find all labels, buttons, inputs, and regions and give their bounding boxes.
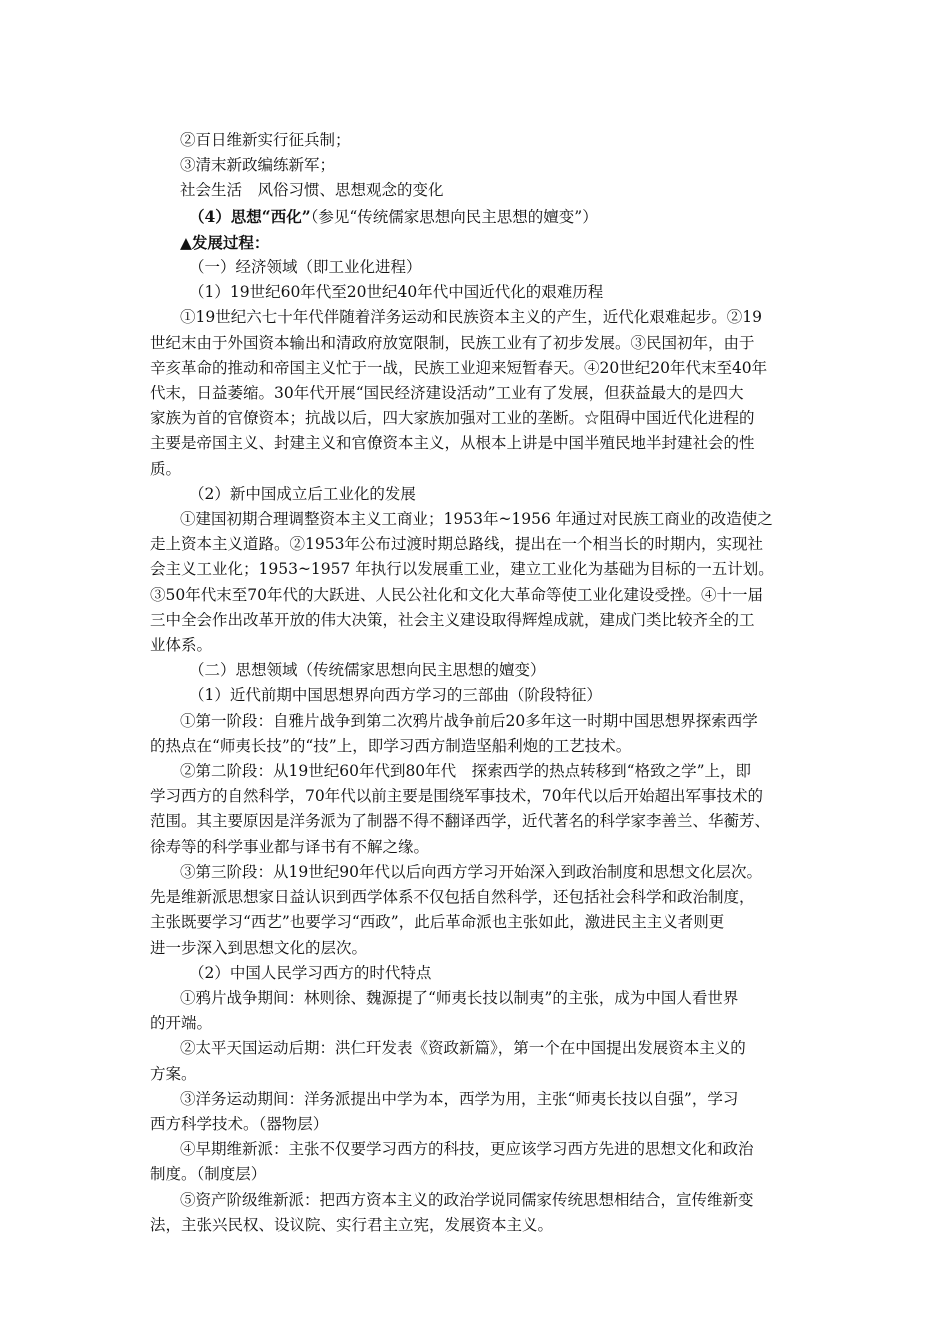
text-line: ③洋务运动期间：洋务派提出中学为本，西学为用，主张“师夷长技以自强”，学习: [180, 1089, 739, 1108]
text-line: 主张既要学习“西艺”也要学习“西政”，此后革命派也主张如此，激进民主主义者则更: [150, 913, 725, 932]
text-line: 学习西方的自然科学，70年代以前主要是围绕军事技术，70年代以后开始超出军事技术的: [150, 787, 763, 806]
text-line: 三中全会作出改革开放的伟大决策，社会主义建设取得辉煌成就，建成门类比较齐全的工: [150, 610, 755, 629]
text-line: 家族为首的官僚资本；抗战以后，四大家族加强对工业的垄断。☆阻碍中国近代化进程的: [150, 409, 755, 428]
thought-subheading-1: （1）近代前期中国思想界向西方学习的三部曲（阶段特征）: [189, 686, 602, 705]
thought-paragraph-2: [150, 759, 820, 860]
text-line: ③50年代末至70年代的大跃进、人民公社化和文化大革命等使工业化建设受挫。④十一届: [150, 585, 763, 604]
text-line: 辛亥革命的推动和帝国主义忙于一战，民族工业迎来短暂春天。④20世纪20年代末至40年: [150, 358, 768, 377]
thought2-paragraph-3: [150, 1087, 820, 1137]
text-line: 会主义工业化；1953~1957 年执行以发展重工业，建立工业化为基础为目标的一五计划。: [150, 560, 774, 579]
thought2-paragraph-2: [150, 1036, 820, 1086]
economy-paragraph-2: [150, 507, 820, 658]
text-line: 范围。其主要原因是洋务派为了制器不得不翻译西学，近代著名的科学家李善兰、华蘅芳、: [150, 812, 771, 831]
economy-subheading-1: （1）19世纪60年代至20世纪40年代中国近代化的艰难历程: [189, 283, 604, 302]
text-line: ②太平天国运动后期：洪仁玕发表《资政新篇》，第一个在中国提出发展资本主义的: [180, 1039, 746, 1058]
text-line: 代末，日益萎缩。30年代开展“国民经济建设活动”工业有了发展，但获益最大的是四大: [150, 384, 744, 403]
text-line: 徐寿等的科学事业都与译书有不解之缘。: [150, 837, 430, 856]
text-line: 西方科学技术。（器物层）: [150, 1114, 329, 1133]
section-4-note: （参见“传统儒家思想向民主思想的嬗变”）: [310, 207, 598, 226]
thought2-paragraph-5: [150, 1188, 820, 1238]
thought-heading: （二）思想领域（传统儒家思想向民主思想的嬗变）: [189, 661, 546, 680]
text-line: ③第三阶段：从19世纪90年代以后向西方学习开始深入到政治制度和思想文化层次。: [180, 862, 762, 881]
text-line: 进一步深入到思想文化的层次。: [150, 938, 368, 957]
text-line: 社会生活 风俗习惯、思想观念的变化: [180, 181, 444, 200]
thought-subheading-2: （2）中国人民学习西方的时代特点: [189, 963, 432, 982]
document-page: [150, 128, 820, 1238]
text-line: 的开端。: [150, 1014, 213, 1033]
text-line: 方案。: [150, 1064, 197, 1083]
economy-heading: （一）经济领域（即工业化进程）: [189, 258, 422, 277]
section-4-heading: [180, 204, 820, 230]
text-line: ①建国初期合理调整资本主义工商业；1953年~1956 年通过对民族工商业的改造使之: [180, 510, 773, 529]
text-line: 制度。（制度层）: [150, 1165, 267, 1184]
text-line: 先是维新派思想家日益认识到西学体系不仅包括自然科学，还包括社会科学和政治制度，: [150, 888, 755, 907]
thought2-paragraph-4: [150, 1137, 820, 1187]
text-line: 法，主张兴民权、设议院、实行君主立宪，发展资本主义。: [150, 1215, 554, 1234]
text-line: ⑤资产阶级维新派：把西方资本主义的政治学说同儒家传统思想相结合，宣传维新变: [180, 1190, 754, 1209]
text-line: 主要是帝国主义、封建主义和官僚资本主义，从根本上讲是中国半殖民地半封建社会的性: [150, 434, 755, 453]
text-line: 业体系。: [150, 636, 213, 655]
process-heading: ▲发展过程：: [180, 232, 270, 252]
thought-paragraph-3: [150, 860, 820, 961]
text-line: 世纪末由于外国资本输出和清政府放宽限制，民族工业有了初步发展。③民国初年，由于: [150, 333, 755, 352]
text-line: ④早期维新派：主张不仅要学习西方的科技，更应该学习西方先进的思想文化和政治: [180, 1140, 754, 1159]
thought2-paragraph-1: [150, 986, 820, 1036]
text-line: ①19世纪六七十年代伴随着洋务运动和民族资本主义的产生，近代化艰难起步。②19: [180, 308, 762, 327]
text-line: 质。: [150, 459, 182, 478]
text-line: ①第一阶段：自雅片战争到第二次鸦片战争前后20多年这一时期中国思想界探索西学: [180, 711, 758, 730]
thought-paragraph-1: [150, 709, 820, 759]
text-line: 的热点在“师夷长技”的“技”上，即学习西方制造坚船利炮的工艺技术。: [150, 736, 632, 755]
text-line: ③清末新政编练新军；: [180, 156, 336, 175]
economy-paragraph-1: [150, 305, 820, 481]
section-4-title: （4）思想“西化”: [189, 206, 311, 226]
economy-subheading-2: （2）新中国成立后工业化的发展: [189, 484, 416, 503]
text-line: ②百日维新实行征兵制；: [180, 131, 351, 149]
text-line: ①鸦片战争期间：林则徐、魏源提了“师夷长技以制夷”的主张，成为中国人看世界: [180, 988, 739, 1007]
text-line: 走上资本主义道路。②1953年公布过渡时期总路线，提出在一个相当长的时期内，实现社: [150, 535, 763, 554]
text-line: ②第二阶段：从19世纪60年代到80年代 探索西学的热点转移到“格致之学”上，即: [180, 762, 752, 781]
